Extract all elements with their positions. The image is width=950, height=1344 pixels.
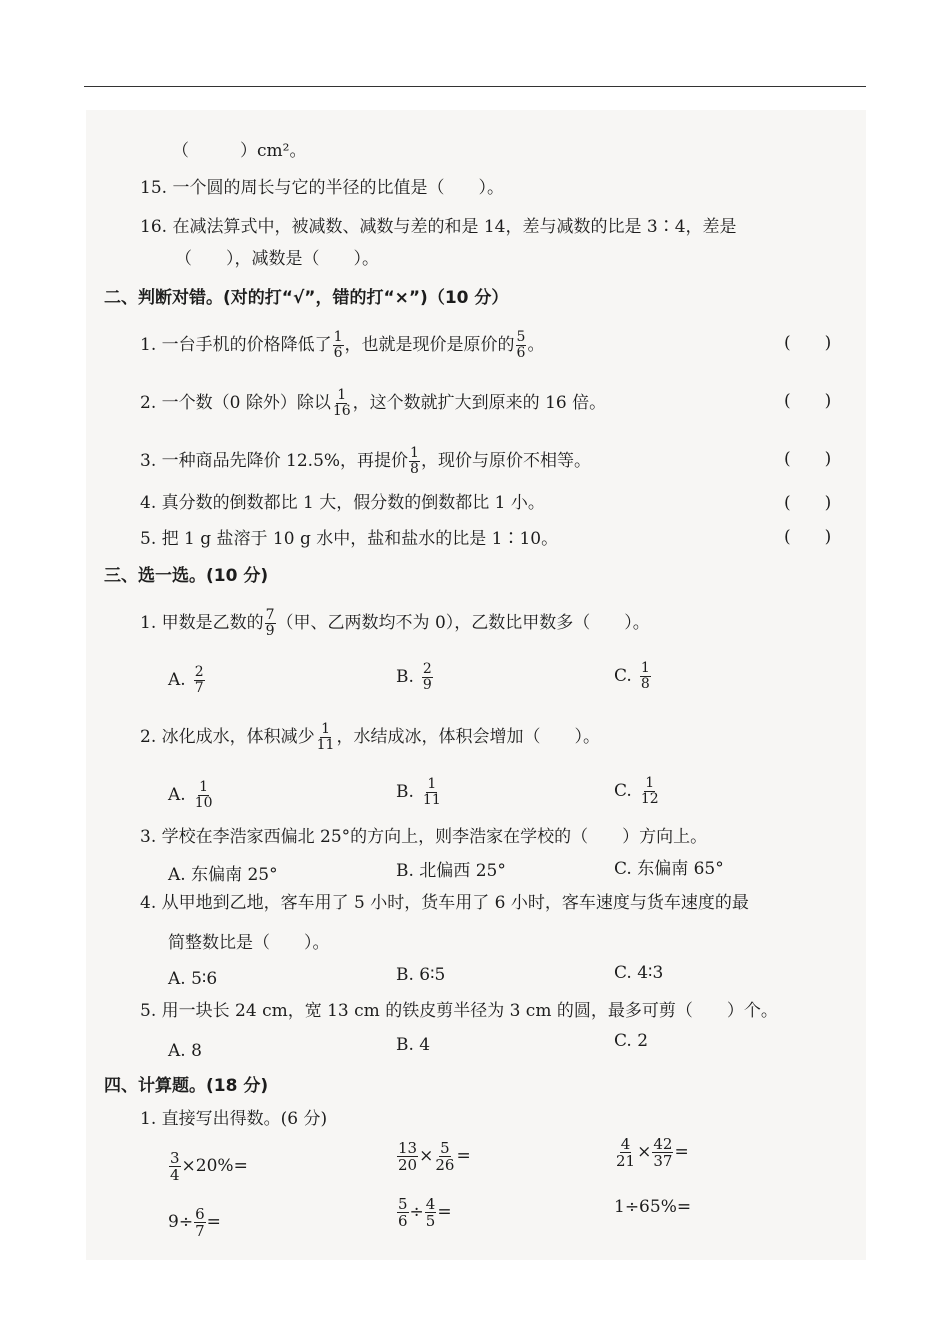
- fraction: $\frac{1}{8}$: [640, 660, 650, 692]
- option-b[interactable]: B. 北偏西 25°: [396, 861, 506, 881]
- judge-item-1: 1. 一台手机的价格降低了 $\frac{1}{6}$ ，也就是现价是原价的 $\frac{5}{6}$ 。: [140, 329, 545, 361]
- calc-expression-2: $\frac{13}{20}$ × $\frac{5}{26}$ =: [398, 1139, 471, 1174]
- option-a[interactable]: A. 8: [168, 1041, 202, 1061]
- fraction: $\frac{4}{21}$: [616, 1135, 636, 1170]
- section-2-title: 二、判断对错。(对的打“√”，错的打“×”)（10 分）: [104, 288, 509, 308]
- choice-question-4-line1: 4. 从甲地到乙地，客车用了 5 小时，货车用了 6 小时，客车速度与货车速度的最: [140, 893, 749, 913]
- judge-item-1-text-b: ，也就是现价是原价的: [344, 335, 515, 355]
- choice-question-3: 3. 学校在李浩家西偏北 25°的方向上，则李浩家在学校的（ ）方向上。: [140, 827, 708, 847]
- fraction: $\frac{42}{37}$: [653, 1135, 673, 1170]
- option-a[interactable]: A. $\frac{2}{7}$: [168, 664, 204, 696]
- header-rule: [84, 86, 866, 87]
- section-4-title: 四、计算题。(18 分): [104, 1076, 269, 1096]
- option-b[interactable]: B. 6∶5: [396, 965, 446, 985]
- fraction: $\frac{5}{6}$: [516, 329, 526, 361]
- option-b[interactable]: B. $\frac{2}{9}$: [396, 661, 432, 693]
- fraction: $\frac{3}{4}$: [170, 1149, 180, 1184]
- fraction: $\frac{1}{8}$: [410, 445, 419, 477]
- answer-blank-4[interactable]: ( ): [784, 493, 832, 513]
- option-c[interactable]: C. 东偏南 65°: [614, 859, 724, 879]
- option-c[interactable]: C. 2: [614, 1031, 649, 1051]
- q14-tail: （ ）cm²。: [172, 141, 307, 161]
- calc-expression-6: 1÷65%=: [614, 1197, 692, 1217]
- option-c[interactable]: C. $\frac{1}{12}$: [614, 775, 659, 807]
- fraction: $\frac{2}{7}$: [194, 664, 204, 696]
- answer-blank-5[interactable]: ( ): [784, 527, 832, 547]
- judge-item-5: 5. 把 1 g 盐溶于 10 g 水中，盐和盐水的比是 1∶10。: [140, 529, 559, 549]
- answer-blank-2[interactable]: ( ): [784, 391, 832, 411]
- judge-item-4: 4. 真分数的倒数都比 1 大，假分数的倒数都比 1 小。: [140, 493, 545, 513]
- option-b[interactable]: B. 4: [396, 1035, 431, 1055]
- fraction: $\frac{1}{11}$: [422, 776, 441, 808]
- choice-question-5: 5. 用一块长 24 cm，宽 13 cm 的铁皮剪半径为 3 cm 的圆，最多可剪（ ）个。: [140, 1001, 778, 1021]
- option-c[interactable]: C. 4∶3: [614, 963, 664, 983]
- option-c[interactable]: C. $\frac{1}{8}$: [614, 660, 650, 692]
- fraction: $\frac{1}{10}$: [194, 779, 213, 811]
- choice-question-1: 1. 甲数是乙数的 $\frac{7}{9}$ （甲、乙两数均不为 0），乙数比甲数多（ ）。: [140, 607, 650, 639]
- fraction: $\frac{2}{9}$: [422, 661, 432, 693]
- choice-question-4-line2: 简整数比是（ ）。: [168, 933, 330, 953]
- choice-question-2: 2. 冰化成水，体积减少 $\frac{1}{11}$ ，水结成冰，体积会增加（ ）。: [140, 721, 600, 753]
- answer-blank-1[interactable]: ( ): [784, 333, 832, 353]
- calc-expression-3: $\frac{4}{21}$ × $\frac{42}{37}$ =: [616, 1135, 689, 1170]
- calc-expression-1: $\frac{3}{4}$ ×20%=: [170, 1149, 248, 1184]
- fraction: $\frac{6}{7}$: [195, 1205, 205, 1240]
- answer-blank-3[interactable]: ( ): [784, 449, 832, 469]
- fraction: $\frac{1}{12}$: [640, 775, 659, 807]
- fraction: $\frac{1}{11}$: [316, 721, 335, 753]
- fraction: $\frac{7}{9}$: [265, 607, 275, 639]
- option-a[interactable]: A. 东偏南 25°: [168, 865, 278, 885]
- option-a[interactable]: A. 5∶6: [168, 969, 218, 989]
- question-16-line1: 16. 在减法算式中，被减数、减数与差的和是 14，差与减数的比是 3∶4，差是: [140, 217, 737, 237]
- fraction: $\frac{5}{26}$: [435, 1139, 455, 1174]
- judge-item-1-text-a: 1. 一台手机的价格降低了: [140, 335, 332, 355]
- judge-item-3: 3. 一种商品先降价 12.5%，再提价 $\frac{1}{8}$ ，现价与原价不相等。: [140, 445, 591, 477]
- option-b[interactable]: B. $\frac{1}{11}$: [396, 776, 441, 808]
- fraction: $\frac{5}{6}$: [398, 1195, 408, 1230]
- fraction: $\frac{1}{6}$: [333, 329, 343, 361]
- section-3-title: 三、选一选。(10 分): [104, 566, 269, 586]
- fraction: $\frac{13}{20}$: [398, 1139, 418, 1174]
- judge-item-2: 2. 一个数（0 除外）除以 $\frac{1}{16}$ ，这个数就扩大到原来的 16 倍。: [140, 387, 607, 419]
- fraction: $\frac{1}{16}$: [332, 387, 351, 419]
- option-a[interactable]: A. $\frac{1}{10}$: [168, 779, 213, 811]
- fraction: $\frac{4}{5}$: [425, 1195, 436, 1230]
- calc-expression-4: 9÷ $\frac{6}{7}$ =: [168, 1205, 221, 1240]
- question-16-line2: （ ），减数是（ ）。: [175, 249, 379, 269]
- question-15: 15. 一个圆的周长与它的半径的比值是（ ）。: [140, 178, 504, 198]
- calc-expression-5: $\frac{5}{6}$ ÷ $\frac{4}{5}$ =: [398, 1195, 452, 1230]
- calc-subsection-1: 1. 直接写出得数。(6 分): [140, 1109, 328, 1129]
